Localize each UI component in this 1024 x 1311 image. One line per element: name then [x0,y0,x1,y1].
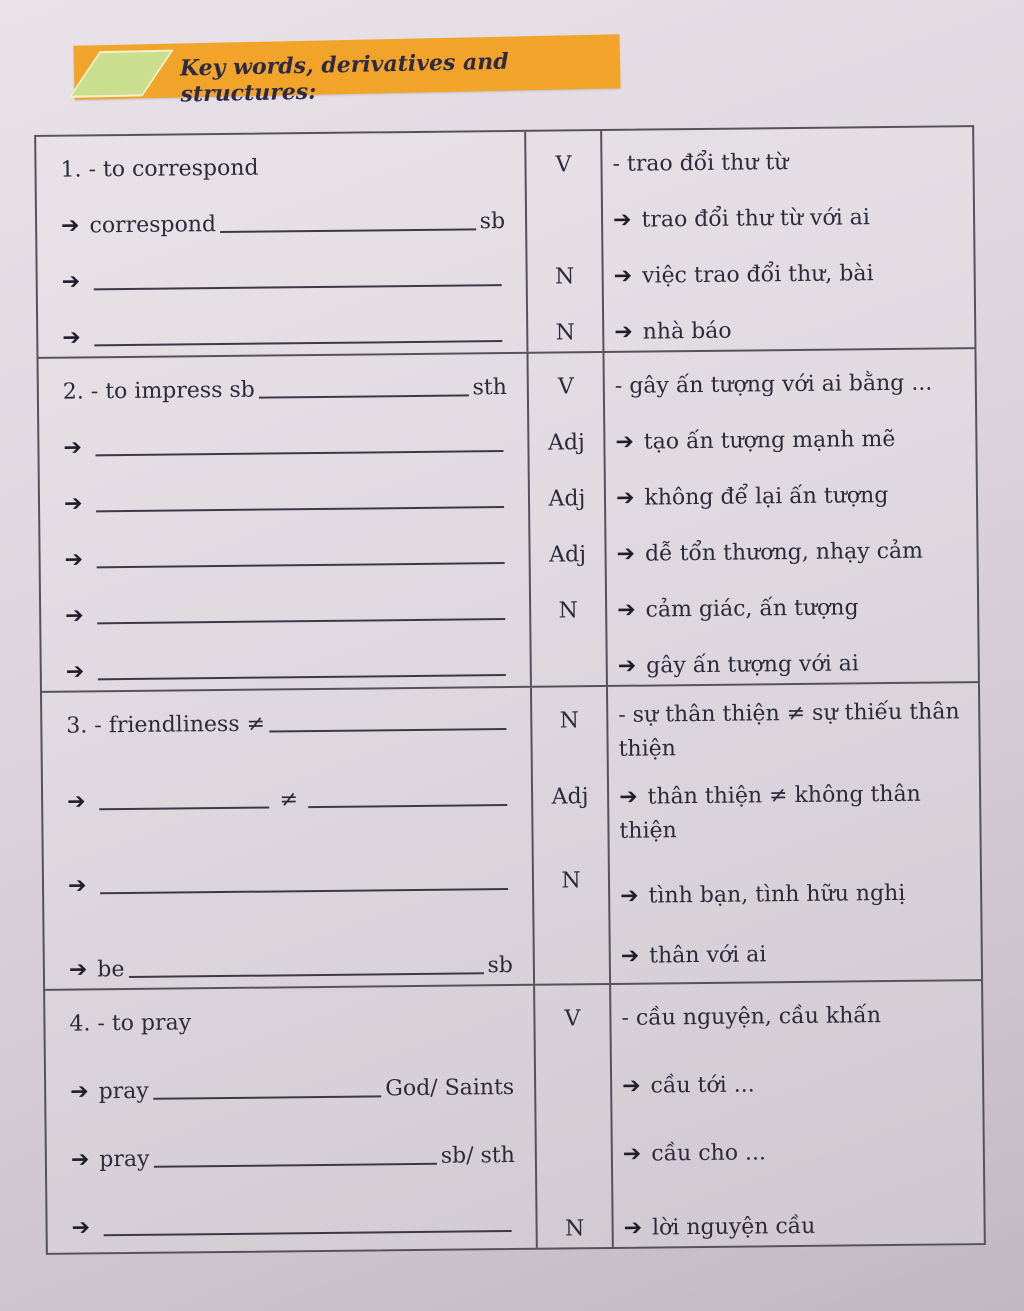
answer-blank[interactable] [129,972,484,978]
entry-line [62,290,507,351]
arrow-icon: ➔ [617,597,636,623]
arrow-icon: ➔ [619,784,638,811]
entry-title: 1. - to correspond [60,155,259,183]
word-column [39,354,532,691]
pos-column: N Adj N [532,687,611,984]
meaning-column: - sự thân thiện ≠ sự thiếu thân thiện ➔ thân thiện ≠ không thân thiện ➔ tình bạn, tình hữu nghị ➔ thân với ai [618,699,960,970]
answer-blank[interactable] [98,674,506,680]
section-title: Key words, derivatives and structures: [179,48,509,108]
pos-column: V Adj Adj Adj N [528,353,607,686]
entry-title: 2. - to impress sb sth [62,375,507,405]
arrow-icon: ➔ [613,263,633,289]
answer-blank[interactable] [97,562,505,568]
arrow-icon: ➔ [65,603,84,629]
answer-blank[interactable] [153,1095,382,1099]
meaning-column: - cầu nguyện, cầu khấn ➔ cầu tới ... ➔ cầu cho ... ➔ lời nguyện cầu [621,1003,882,1241]
answer-blank[interactable] [259,394,469,398]
vocabulary-table [34,125,986,1255]
arrow-icon: ➔ [616,541,636,567]
answer-blank[interactable] [269,728,506,732]
meaning-column: - trao đổi thư từ ➔ trao đổi thư từ với ai ➔ việc trao đổi thư, bài ➔ nhà báo [612,150,874,345]
answer-blank[interactable] [101,888,509,894]
pos-column: V N [535,985,614,1248]
arrow-icon: ➔ [617,653,637,679]
answer-blank[interactable] [104,1230,512,1236]
arrow-icon: ➔ [615,429,634,455]
table-row [39,349,978,693]
leaf-decoration [68,50,173,98]
word-column: 4. - to pray ➔ pray God/ Saints ➔ pray sb/ sth ➔ [45,986,538,1253]
table-row [45,981,984,1253]
answer-blank[interactable] [98,618,506,624]
answer-blank[interactable] [308,804,507,808]
section-banner [73,34,620,108]
arrow-icon: ➔ [70,1079,89,1105]
answer-blank[interactable] [95,340,503,346]
answer-blank[interactable] [94,284,502,290]
arrow-icon: ➔ [622,1141,642,1167]
pos-column: V N N [526,131,604,352]
answer-blank[interactable] [154,1163,437,1168]
word-column [36,132,528,357]
entry-line: ➔ correspond sb [60,209,506,239]
arrow-icon: ➔ [614,319,633,345]
entry-title: 3. - friendliness ≠ [66,694,510,739]
answer-blank[interactable] [220,228,476,233]
meaning-column: - gây ấn tượng với ai bằng ... ➔ tạo ấn tượng mạnh mẽ ➔ không để lại ấn tượng ➔ dễ tổn thương, nhạy cảm ➔ cảm giác, ấn tượng ➔ gây ấn tượng với ai [614,370,933,679]
arrow-icon: ➔ [67,789,86,815]
entry-title: 4. - to pray [69,1010,192,1037]
arrow-icon: ➔ [70,1147,90,1173]
arrow-icon: ➔ [615,485,635,511]
word-column: 3. - friendliness ≠ ➔ ≠ ➔ ➔ be sb [42,688,535,989]
arrow-icon: ➔ [622,1073,641,1099]
entry-line [61,234,506,295]
answer-blank[interactable] [96,450,504,456]
arrow-icon: ➔ [60,213,80,239]
arrow-icon: ➔ [612,207,632,233]
arrow-icon: ➔ [64,547,84,573]
arrow-icon: ➔ [61,269,81,295]
arrow-icon: ➔ [68,957,88,983]
arrow-icon: ➔ [63,435,83,461]
arrow-icon: ➔ [620,884,639,910]
arrow-icon: ➔ [623,1215,643,1241]
arrow-icon: ➔ [71,1215,91,1241]
arrow-icon: ➔ [620,944,640,970]
arrow-icon: ➔ [65,659,85,685]
answer-blank[interactable] [100,807,270,811]
table-row [36,127,974,359]
arrow-icon: ➔ [67,873,87,899]
arrow-icon: ➔ [62,325,81,351]
arrow-icon: ➔ [63,491,83,517]
answer-blank[interactable] [97,506,505,512]
table-row [42,683,981,991]
